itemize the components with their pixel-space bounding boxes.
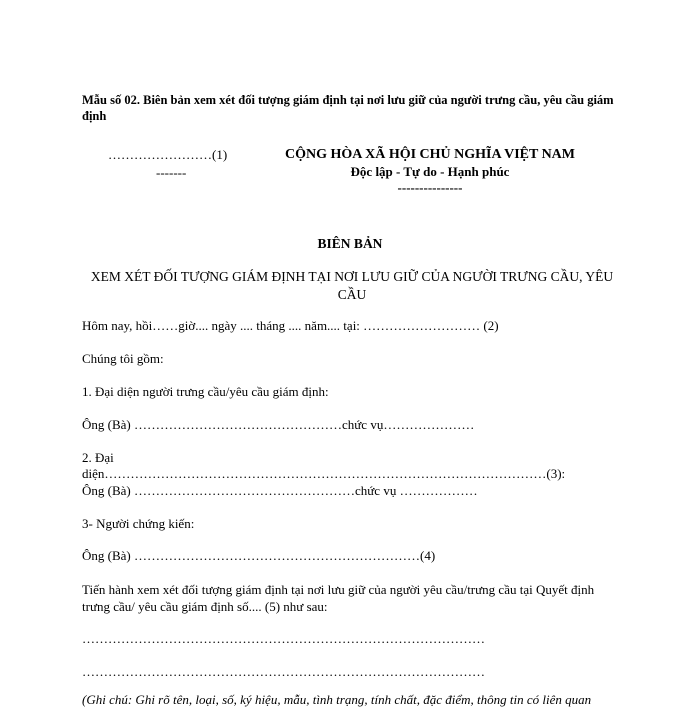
section-2-representative-line: diện…………………………………………………………………………………………(3): xyxy=(82,466,566,481)
section-3-heading: 3- Người chứng kiến: xyxy=(82,516,195,531)
agency-dash: ------- xyxy=(156,165,187,180)
meeting-time-place-line: Hôm nay, hồi……giờ.... ngày .... tháng .... năm.... tại: ……………………… (2) xyxy=(82,318,499,333)
blank-line-1: ………………………………………………………………………………… xyxy=(82,631,485,646)
document-subtitle: XEM XÉT ĐỐI TƯỢNG GIÁM ĐỊNH TẠI NƠI LƯU GIỮ CỦA NGƯỜI TRƯNG CẦU, YÊU CẦU xyxy=(90,269,614,302)
section-1-heading: 1. Đại diện người trưng cầu/yêu cầu giám định: xyxy=(82,384,329,399)
agency-name-placeholder: ……………………(1) xyxy=(108,147,228,162)
document-title: BIÊN BẢN xyxy=(317,236,383,251)
procedure-paragraph: Tiến hành xem xét đối tượng giám định tại nơi lưu giữ của người yêu cầu/trưng cầu tại Quyết định trưng cầu/ yêu cầu giám định số.... (5) như sau: xyxy=(82,582,595,614)
section-2-heading: 2. Đại xyxy=(82,450,114,465)
section-3-person-line: Ông (Bà) …………………………………………………………(4) xyxy=(82,548,436,563)
motto-rule: --------------- xyxy=(397,180,463,195)
section-2-person-line: Ông (Bà) ……………………………………………chức vụ ……………… xyxy=(82,483,478,498)
blank-line-2: ………………………………………………………………………………… xyxy=(82,664,485,679)
nation-name: CỘNG HÒA XÃ HỘI CHỦ NGHĨA VIỆT NAM xyxy=(284,147,575,162)
note-line: (Ghi chú: Ghi rõ tên, loại, số, ký hiệu, mẫu, tình trạng, tính chất, đặc điểm, thông tin có liên quan xyxy=(82,692,592,707)
section-1-person-line: Ông (Bà) …………………………………………chức vụ………………… xyxy=(82,417,475,432)
participants-heading: Chúng tôi gồm: xyxy=(82,351,164,366)
form-title: Mẫu số 02. Biên bản xem xét đối tượng giám định tại nơi lưu giữ của người trưng cầu, yêu cầu giám định xyxy=(82,93,614,123)
motto: Độc lập - Tự do - Hạnh phúc xyxy=(350,164,510,179)
